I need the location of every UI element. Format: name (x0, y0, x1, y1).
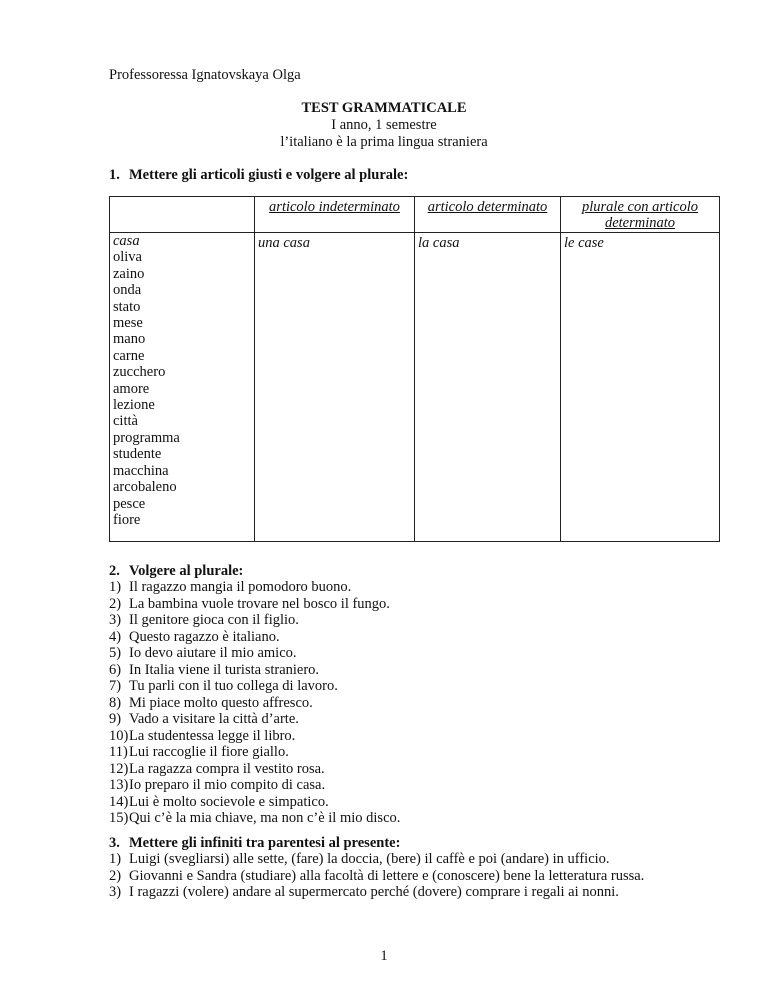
word-item: macchina (113, 462, 169, 479)
document-title: TEST GRAMMATICALE (301, 100, 467, 116)
word-item: mese (113, 315, 143, 332)
word-item: carne (113, 347, 145, 364)
page-number: 1 (380, 948, 388, 964)
list-item: 3) I ragazzi (volere) andare al supermercato perché (dovere) comprare i regali ai nonni. (109, 884, 619, 900)
word-item: studente (113, 446, 162, 463)
word-list-cell (110, 233, 255, 542)
list-item: 6) In Italia viene il turista straniero. (109, 661, 320, 678)
word-item: zaino (113, 265, 145, 282)
list-item: 14) Lui è molto socievole e simpatico. (109, 793, 329, 810)
column-header-indeterminate: articolo indeterminato (269, 199, 400, 215)
list-item: 11) Lui raccoglie il fiore giallo. (109, 744, 289, 760)
word-item: fiore (113, 511, 141, 528)
word-item: arcobaleno (113, 479, 177, 496)
word-item: amore (113, 380, 150, 397)
table-header-row (110, 197, 720, 233)
document-subtitle-language: l’italiano è la prima lingua straniera (280, 134, 488, 150)
list-item: 1) Il ragazzo mangia il pomodoro buono. (109, 579, 352, 595)
word-item: pesce (113, 495, 146, 512)
list-item: 2) Giovanni e Sandra (studiare) alla facoltà di lettere e (conoscere) bene la letteratura russa. (109, 867, 645, 884)
word-item: mano (113, 331, 146, 348)
list-item: 12) La ragazza compra il vestito rosa. (109, 760, 325, 777)
list-item: 7) Tu parli con il tuo collega di lavoro. (109, 678, 338, 694)
list-item: 10) La studentessa legge il libro. (109, 727, 296, 744)
list-item: 13) Io preparo il mio compito di casa. (109, 777, 326, 793)
word-item: stato (113, 298, 141, 315)
word-item: città (113, 413, 138, 430)
list-item: 8) Mi piace molto questo affresco. (109, 694, 313, 711)
example-indeterminate: una casa (258, 235, 310, 251)
section-title: Volgere al plurale: (129, 563, 244, 579)
determinate-cell (415, 233, 561, 542)
section-number: 3. (109, 835, 120, 851)
word-item: programma (113, 429, 180, 446)
verb-exercise-list (109, 851, 749, 901)
articles-table (109, 196, 720, 542)
plural-cell (561, 233, 720, 542)
list-item: 9) Vado a visitare la città d’arte. (109, 711, 299, 727)
column-header-determinate: articolo determinato (427, 199, 548, 215)
list-item: 1) Luigi (svegliarsi) alle sette, (fare) la doccia, (bere) il caffè e poi (andare) in ufficio. (109, 851, 610, 867)
word-item: casa (113, 233, 140, 249)
word-item: lezione (113, 397, 155, 414)
table-header-cell (255, 197, 415, 233)
list-item: 3) Il genitore gioca con il figlio. (109, 612, 299, 628)
section-number: 1. (109, 167, 120, 183)
author-name: Professoressa Ignatovskaya Olga (109, 67, 301, 83)
table-row (110, 233, 720, 542)
example-determinate: la casa (418, 235, 460, 251)
list-item: 15) Qui c’è la mia chiave, ma non c’è il mio disco. (109, 810, 401, 826)
list-item: 5) Io devo aiutare il mio amico. (109, 645, 297, 661)
document-subtitle-year: I anno, 1 semestre (331, 117, 437, 133)
section-title: Mettere gli infiniti tra parentesi al presente: (129, 835, 401, 851)
word-item: zucchero (113, 364, 166, 381)
column-header-plural: plurale con articolo determinato (582, 199, 698, 231)
plural-exercise-list (109, 579, 749, 827)
section-title: Mettere gli articoli giusti e volgere al plurale: (129, 167, 409, 183)
section-number: 2. (109, 563, 120, 579)
list-item: 4) Questo ragazzo è italiano. (109, 628, 280, 645)
table-header-cell (561, 197, 720, 233)
example-plural: le case (564, 235, 604, 251)
table-header-cell (110, 197, 255, 233)
indeterminate-cell (255, 233, 415, 542)
list-item: 2) La bambina vuole trovare nel bosco il fungo. (109, 595, 390, 612)
table-header-cell (415, 197, 561, 233)
word-item: onda (113, 282, 142, 299)
word-item: oliva (113, 249, 142, 266)
